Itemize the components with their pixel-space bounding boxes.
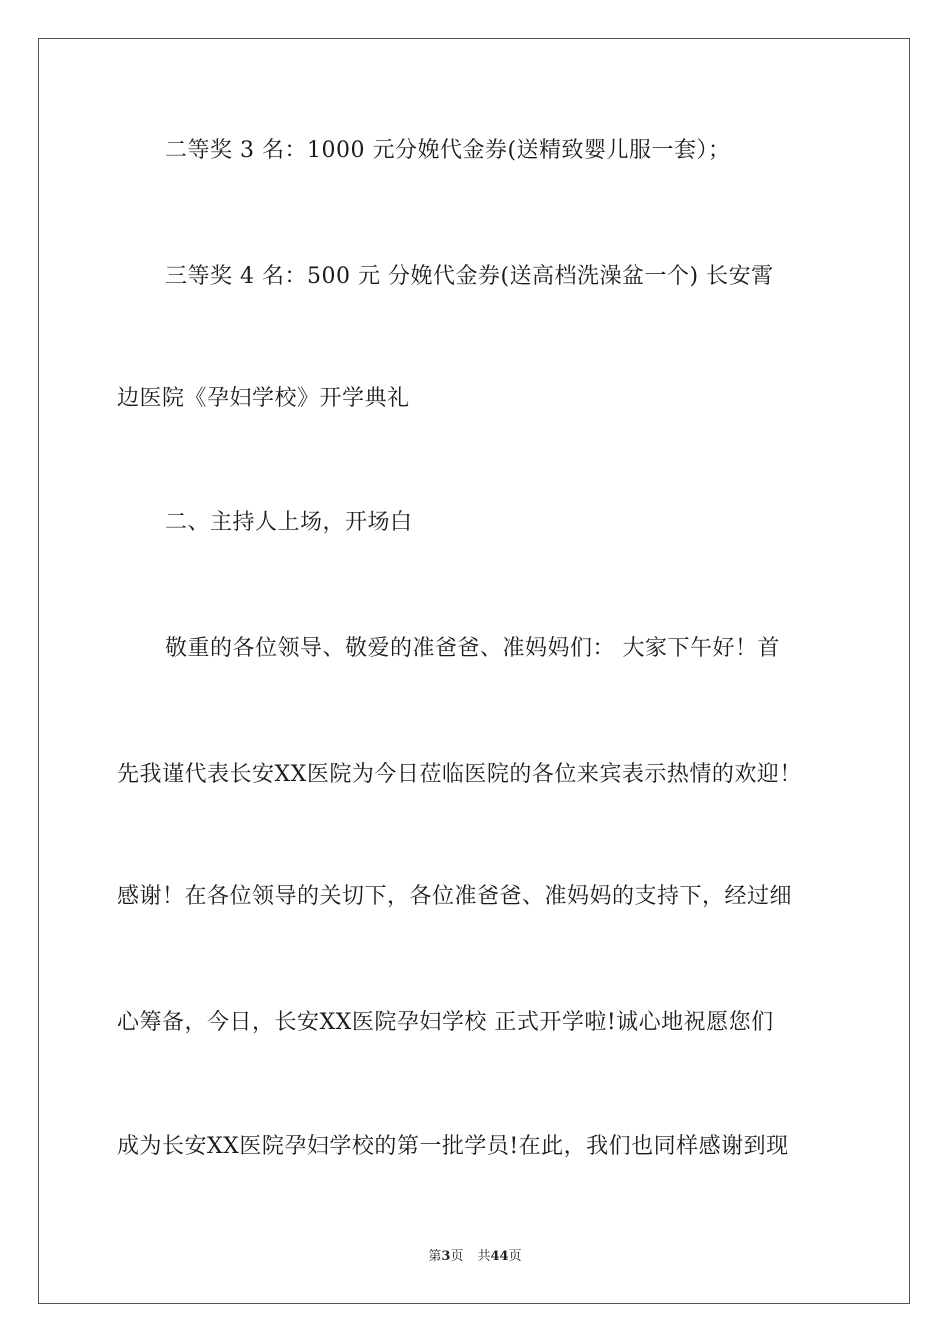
paragraph-line-1: 二等奖 3 名：1000 元分娩代金券(送精致婴儿服一套）； (165, 138, 731, 163)
footer-total-pages: 44 (490, 1249, 509, 1264)
page-border (38, 38, 910, 1304)
footer-total-suffix: 页 (508, 1249, 522, 1264)
page-footer (0, 1248, 950, 1266)
paragraph-line-8: 心筹备，今日，长安XX医院孕妇学校 正式开学啦!诚心地祝愿您们 (117, 1010, 774, 1035)
paragraph-line-6: 先我谨代表长安XX医院为今日莅临医院的各位来宾表示热情的欢迎！ (117, 762, 802, 787)
paragraph-line-9: 成为长安XX医院孕妇学校的第一批学员!在此，我们也同样感谢到现 (117, 1134, 789, 1159)
footer-page-number: 3 (441, 1249, 451, 1264)
paragraph-line-7: 感谢！在各位领导的关切下，各位准爸爸、准妈妈的支持下，经过细 (117, 884, 793, 909)
footer-page-suffix: 页 (450, 1249, 464, 1264)
paragraph-line-2: 三等奖 4 名：500 元 分娩代金券(送高档洗澡盆一个) 长安霄 (165, 264, 774, 289)
footer-page-prefix: 第 (428, 1249, 442, 1264)
section-heading: 二、主持人上场，开场白 (165, 510, 413, 535)
paragraph-line-3: 边医院《孕妇学校》开学典礼 (117, 386, 410, 411)
paragraph-line-5: 敬重的各位领导、敬爱的准爸爸、准妈妈们： 大家下午好！首 (165, 636, 780, 661)
footer-total-prefix: 共 (477, 1249, 491, 1264)
